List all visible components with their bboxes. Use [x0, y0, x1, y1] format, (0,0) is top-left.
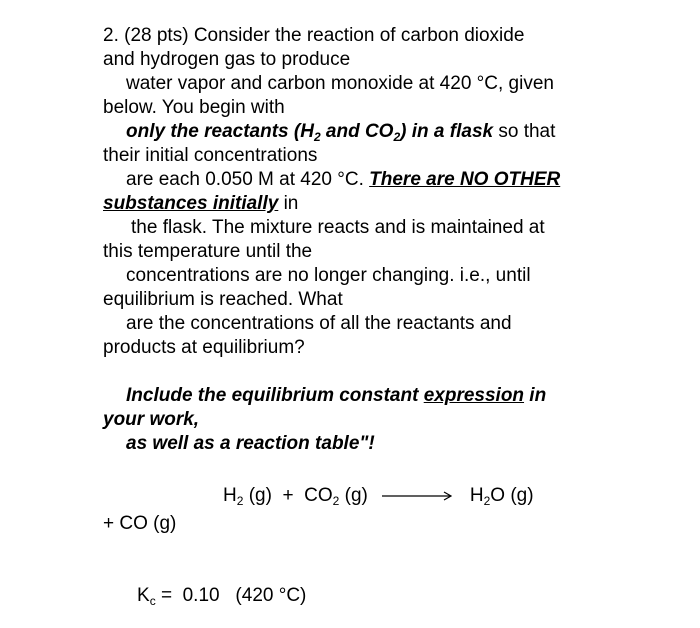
no-other-emphasis: There are NO OTHER: [369, 169, 561, 190]
h2-subscript: 2: [313, 130, 321, 144]
problem-line-10: this temperature until the: [103, 241, 313, 262]
expression-emphasis: expression: [423, 385, 525, 406]
problem-line-7-start: are each 0.050 M at 420 °C.: [126, 169, 370, 190]
equilibrium-constant: [137, 584, 306, 608]
co2-state: (g): [339, 485, 368, 506]
h2o-o: O (g): [490, 485, 534, 506]
k-symbol: K: [137, 585, 150, 606]
problem-line-12: equilibrium is reached. What: [103, 289, 343, 310]
plus-sign: +: [282, 485, 294, 506]
co2-symbol: CO: [304, 485, 333, 506]
paragraph-gap: [103, 360, 603, 384]
instruction-line-1: [103, 384, 603, 408]
substances-initially-emphasis: substances initially: [103, 193, 279, 214]
problem-line-11: concentrations are no longer changing. i.e., until: [126, 265, 531, 286]
problem-line-2: and hydrogen gas to produce: [103, 49, 351, 70]
reaction-arrow-icon: [382, 484, 452, 508]
co2-subscript: 2: [393, 130, 401, 144]
problem-line-8: [103, 192, 603, 216]
h2-sub: 2: [236, 494, 244, 508]
reactants-text-b: and CO: [320, 121, 394, 142]
k-subscript: c: [149, 594, 156, 608]
problem-line-14: products at equilibrium?: [103, 337, 305, 358]
problem-line-7: [103, 168, 603, 192]
co2-formula: [304, 485, 368, 506]
reactants-emphasis: [126, 121, 493, 142]
instruction-text-a: Include the equilibrium constant: [126, 385, 424, 406]
problem-line-13: are the concentrations of all the reactants and: [126, 313, 512, 334]
problem-line-1: 2. (28 pts) Consider the reaction of carbon dioxide: [103, 25, 525, 46]
h2-formula: [223, 485, 272, 506]
reaction-equation-continued: + CO (g): [103, 513, 177, 534]
problem-line-5: [103, 120, 603, 144]
problem-line-3: water vapor and carbon monoxide at 420 °C, given: [126, 73, 554, 94]
reaction-equation: [223, 484, 534, 508]
reactants-text-c: ) in a flask: [400, 121, 494, 142]
problem-line-9: the flask. The mixture reacts and is maintained at: [131, 217, 545, 238]
problem-line-5-end: so that: [493, 121, 556, 142]
h2o-formula: [470, 485, 534, 506]
instruction-text-c: in: [524, 385, 547, 406]
h2o-h: H: [469, 485, 484, 506]
h2-state: (g): [243, 485, 272, 506]
problem-line-8-end: in: [278, 193, 299, 214]
instruction-line-2: your work,: [103, 409, 200, 430]
instruction-line-3: as well as a reaction table"!: [126, 433, 375, 454]
co2-sub: 2: [332, 494, 340, 508]
k-value: = 0.10 (420 °C): [155, 585, 307, 606]
h2o-sub: 2: [483, 494, 491, 508]
h2-symbol: H: [223, 485, 237, 506]
problem-line-6: their initial concentrations: [103, 145, 318, 166]
reactants-text-a: only the reactants (H: [126, 121, 314, 142]
problem-text: [103, 24, 603, 456]
problem-line-4: below. You begin with: [103, 97, 285, 118]
